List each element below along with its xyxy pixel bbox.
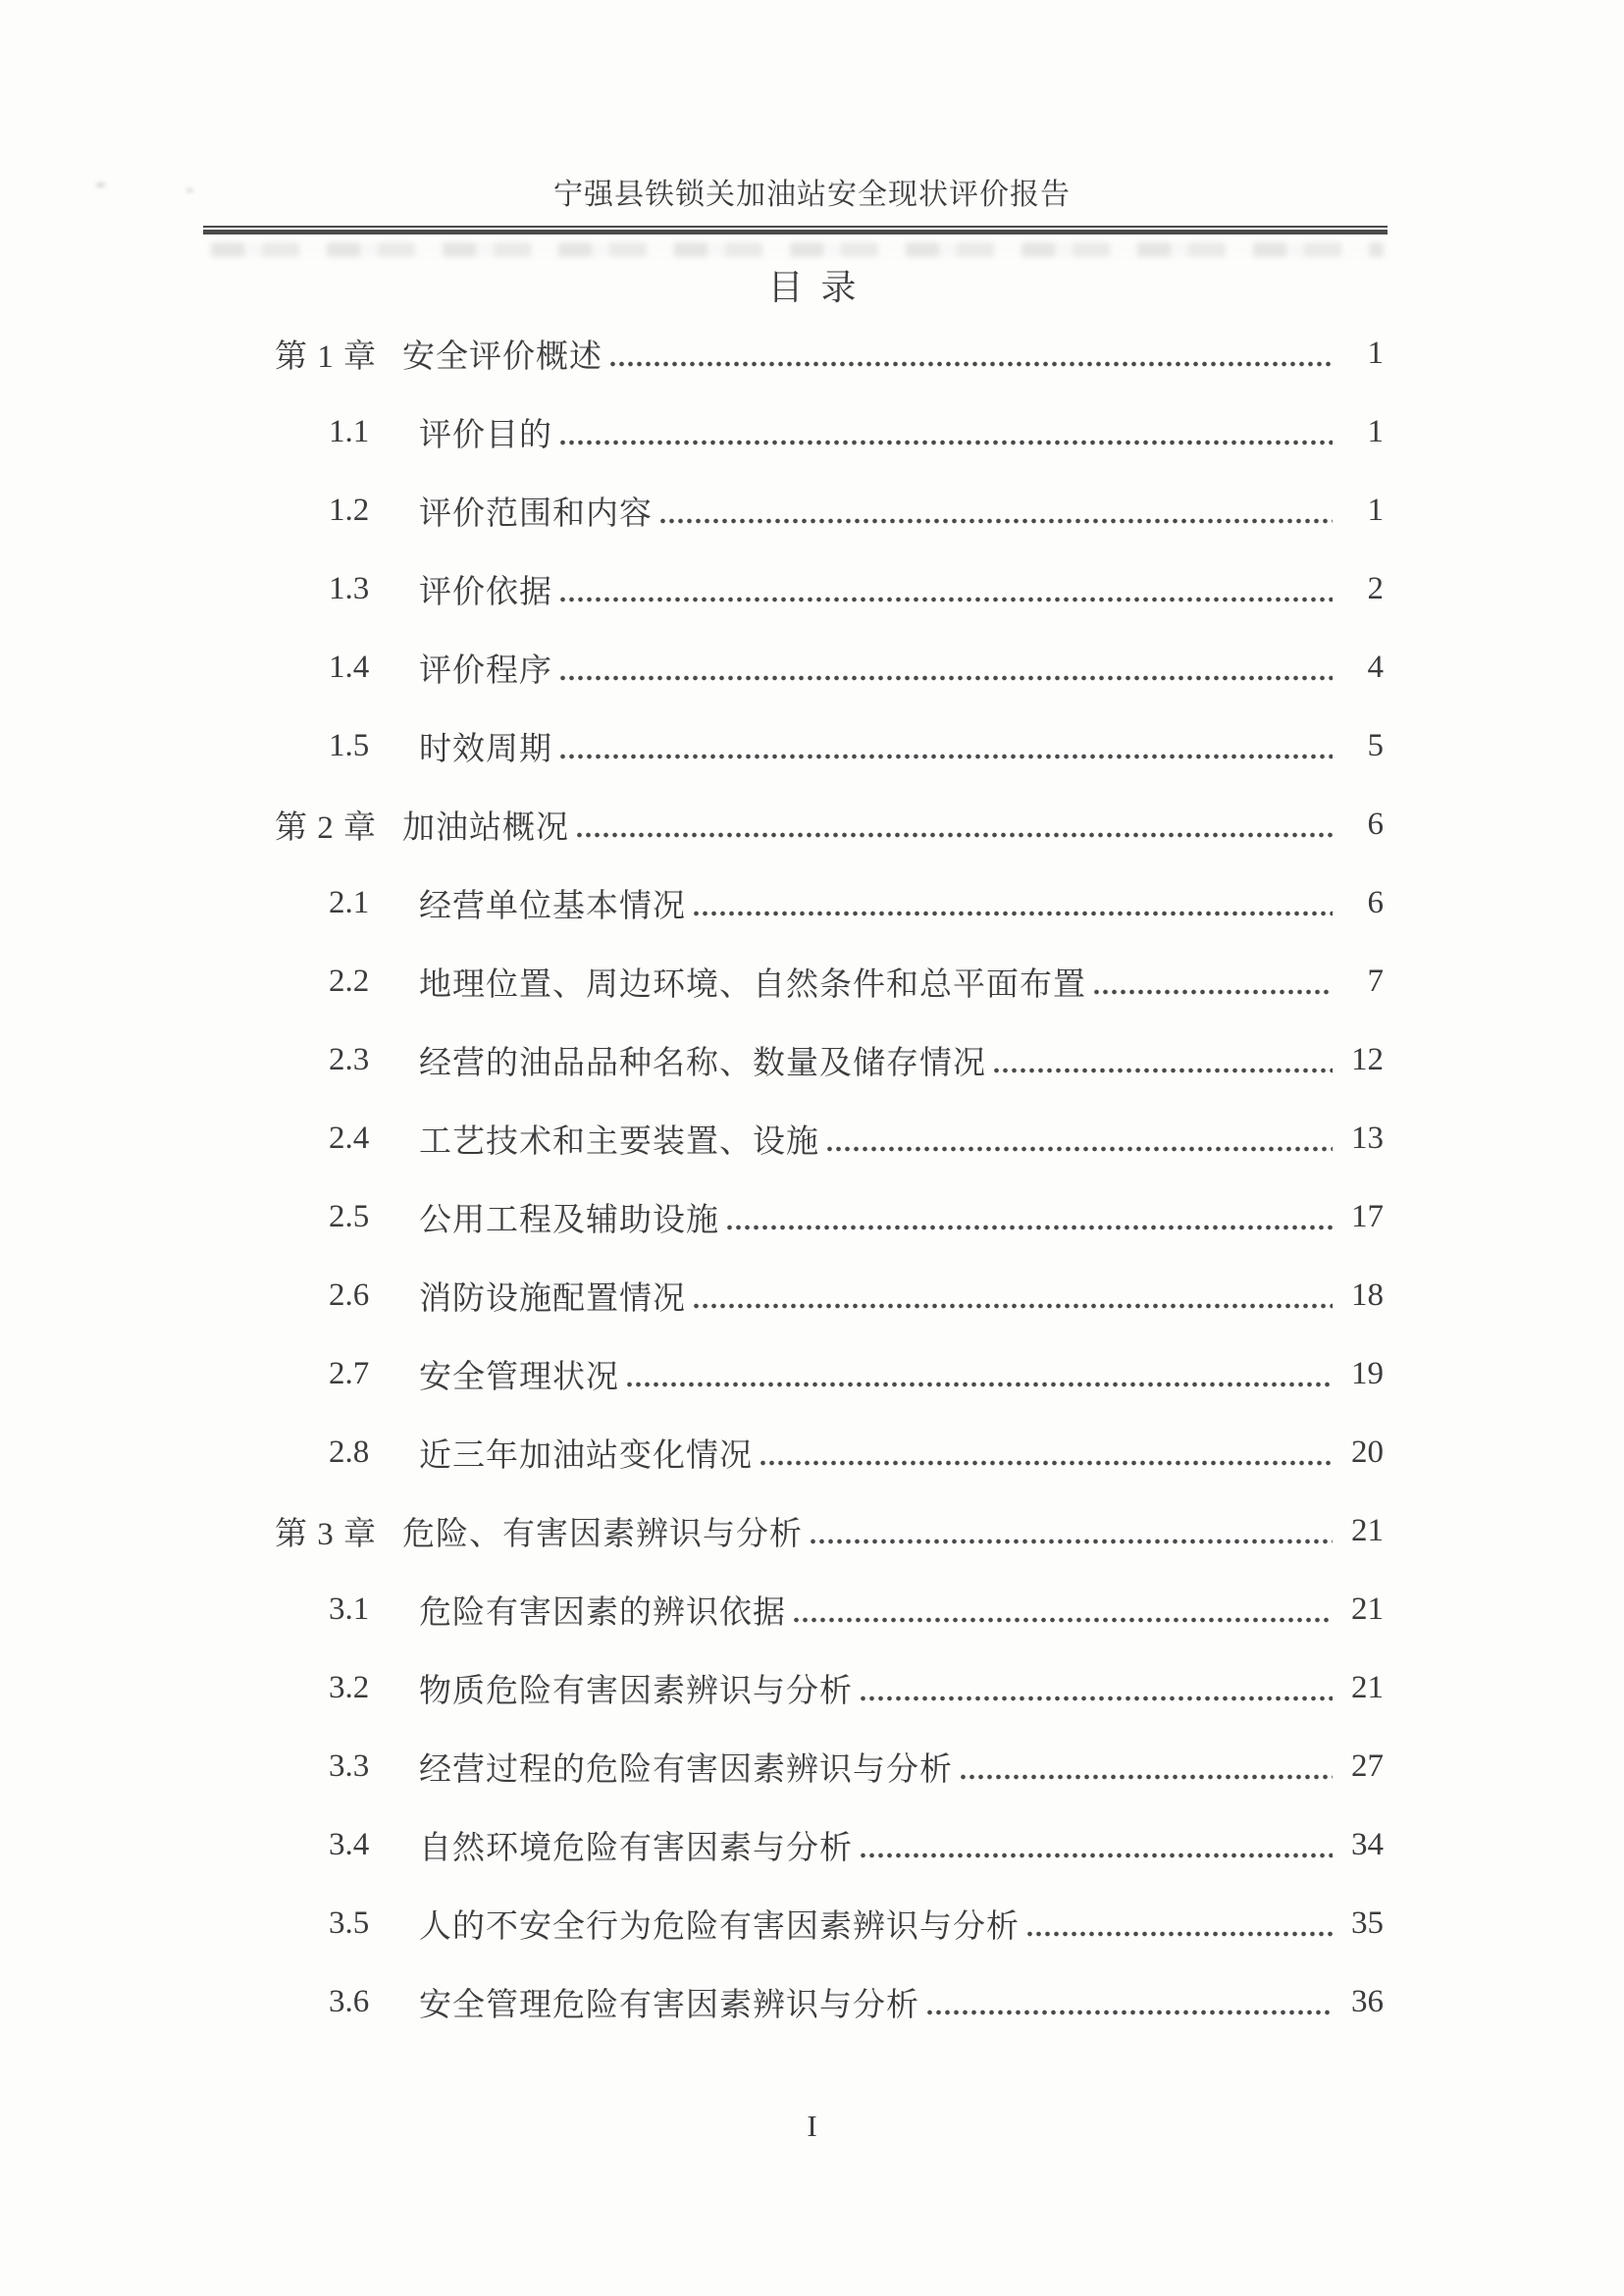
toc-entry-title: 时效周期 <box>419 731 552 767</box>
toc-entry-page: 5 <box>1367 727 1384 763</box>
toc-entry-title: 安全评价概述 <box>402 339 602 375</box>
toc-entry-page: 6 <box>1367 884 1384 920</box>
toc-entry-number: 第 1 章 <box>275 339 377 375</box>
toc-entry <box>275 1177 1384 1256</box>
toc-entry-page: 7 <box>1367 963 1384 999</box>
toc-entry-page: 20 <box>1351 1434 1384 1470</box>
toc-leader-dots <box>1092 989 1333 995</box>
toc-leader-dots <box>809 1539 1333 1544</box>
toc-entry <box>275 1884 1384 1962</box>
toc-entry <box>275 549 1384 628</box>
toc-leader-dots <box>658 518 1333 524</box>
toc-leader-dots <box>992 1068 1333 1073</box>
toc-entry-page: 1 <box>1367 413 1384 449</box>
toc-leader-dots <box>558 440 1333 445</box>
toc-entry <box>275 1570 1384 1648</box>
toc-entry-title: 人的不安全行为危险有害因素辨识与分析 <box>419 1908 1020 1945</box>
toc-leader-dots <box>558 754 1333 759</box>
toc-leader-dots <box>825 1146 1333 1152</box>
toc-entry-number: 1.4 <box>329 649 370 685</box>
toc-entry-number: 2.1 <box>329 884 370 920</box>
toc-entry <box>275 392 1384 471</box>
toc-list <box>275 314 1384 2041</box>
scan-speck <box>186 188 193 192</box>
toc-leader-dots <box>575 832 1333 838</box>
toc-entry <box>275 1962 1384 2041</box>
report-title: 宁强县铁锁关加油站安全现状评价报告 <box>553 179 1071 211</box>
toc-entry-title: 评价程序 <box>419 652 552 689</box>
toc-entry-page: 34 <box>1351 1826 1384 1862</box>
toc-entry-title: 自然环境危险有害因素与分析 <box>419 1830 853 1866</box>
toc-entry <box>275 1334 1384 1413</box>
toc-entry-number: 1.1 <box>329 413 370 449</box>
toc-entry-number: 2.2 <box>329 963 370 999</box>
toc-entry-page: 19 <box>1351 1355 1384 1391</box>
toc-entry-title: 危险有害因素的辨识依据 <box>419 1594 786 1631</box>
toc-entry-title: 危险、有害因素辨识与分析 <box>402 1516 803 1552</box>
toc-title: 目 录 <box>767 268 857 307</box>
toc-entry <box>275 785 1384 863</box>
toc-entry-page: 6 <box>1367 806 1384 842</box>
toc-entry-page: 36 <box>1351 1983 1384 2019</box>
toc-entry <box>275 314 1384 392</box>
toc-entry-title: 经营的油品品种名称、数量及储存情况 <box>419 1045 986 1081</box>
toc-entry-title: 地理位置、周边环境、自然条件和总平面布置 <box>419 966 1086 1003</box>
toc-entry <box>275 863 1384 942</box>
header-double-rule <box>203 226 1388 235</box>
toc-entry-number: 3.3 <box>329 1748 370 1784</box>
toc-entry-page: 18 <box>1351 1277 1384 1313</box>
toc-leader-dots <box>759 1460 1333 1466</box>
toc-leader-dots <box>925 2009 1333 2015</box>
toc-entry-title: 经营单位基本情况 <box>419 888 686 924</box>
toc-entry <box>275 1805 1384 1884</box>
toc-entry-page: 4 <box>1367 649 1384 685</box>
toc-entry <box>275 471 1384 549</box>
toc-leader-dots <box>692 911 1333 916</box>
toc-entry-page: 2 <box>1367 570 1384 606</box>
toc-entry-number: 3.2 <box>329 1669 370 1705</box>
toc-entry-number: 2.5 <box>329 1198 370 1234</box>
toc-leader-dots <box>558 675 1333 681</box>
toc-entry-number: 1.3 <box>329 570 370 606</box>
toc-leader-dots <box>959 1774 1333 1780</box>
toc-leader-dots <box>859 1696 1333 1701</box>
toc-entry-page: 21 <box>1351 1512 1384 1548</box>
toc-entry <box>275 1648 1384 1727</box>
toc-entry-title: 物质危险有害因素辨识与分析 <box>419 1673 853 1709</box>
toc-entry-title: 近三年加油站变化情况 <box>419 1437 753 1474</box>
toc-entry-title: 公用工程及辅助设施 <box>419 1202 719 1238</box>
toc-entry-title: 消防设施配置情况 <box>419 1280 686 1317</box>
toc-entry-number: 1.5 <box>329 727 370 763</box>
toc-entry-number: 2.7 <box>329 1355 370 1391</box>
toc-entry-number: 第 3 章 <box>275 1516 377 1552</box>
toc-entry-page: 35 <box>1351 1905 1384 1941</box>
toc-entry-number: 2.6 <box>329 1277 370 1313</box>
toc-entry-number: 3.6 <box>329 1983 370 2019</box>
toc-entry-page: 17 <box>1351 1198 1384 1234</box>
toc-entry-number: 3.4 <box>329 1826 370 1862</box>
toc-entry <box>275 628 1384 706</box>
toc-entry-title: 加油站概况 <box>402 809 569 846</box>
scan-speck <box>96 183 105 187</box>
toc-entry-title: 评价目的 <box>419 417 552 453</box>
toc-entry-number: 2.4 <box>329 1120 370 1156</box>
toc-entry-title: 评价范围和内容 <box>419 496 653 532</box>
toc-entry-title: 评价依据 <box>419 574 552 610</box>
toc-entry <box>275 1491 1384 1570</box>
scan-bleedthrough-smudge <box>211 242 1384 257</box>
toc-entry-page: 21 <box>1351 1669 1384 1705</box>
toc-leader-dots <box>792 1617 1333 1623</box>
toc-entry <box>275 1099 1384 1177</box>
toc-entry-title: 经营过程的危险有害因素辨识与分析 <box>419 1751 953 1788</box>
toc-leader-dots <box>625 1382 1333 1387</box>
toc-entry-page: 12 <box>1351 1041 1384 1077</box>
toc-entry-number: 2.8 <box>329 1434 370 1470</box>
toc-leader-dots <box>725 1225 1333 1230</box>
toc-entry <box>275 1413 1384 1491</box>
toc-entry-number: 1.2 <box>329 492 370 528</box>
toc-entry-title: 工艺技术和主要装置、设施 <box>419 1123 819 1160</box>
toc-entry-page: 1 <box>1367 492 1384 528</box>
toc-entry-number: 3.5 <box>329 1905 370 1941</box>
toc-entry-page: 21 <box>1351 1591 1384 1627</box>
toc-entry <box>275 706 1384 785</box>
toc-entry-title: 安全管理状况 <box>419 1359 619 1395</box>
footer-page-number: I <box>807 2109 817 2143</box>
toc-leader-dots <box>859 1852 1333 1858</box>
toc-entry <box>275 1256 1384 1334</box>
toc-entry <box>275 1727 1384 1805</box>
toc-entry-number: 第 2 章 <box>275 809 377 846</box>
toc-entry-number: 3.1 <box>329 1591 370 1627</box>
toc-entry-page: 13 <box>1351 1120 1384 1156</box>
toc-leader-dots <box>608 361 1333 367</box>
toc-entry-number: 2.3 <box>329 1041 370 1077</box>
toc-entry <box>275 942 1384 1020</box>
toc-entry-title: 安全管理危险有害因素辨识与分析 <box>419 1987 919 2023</box>
toc-leader-dots <box>558 597 1333 602</box>
toc-entry <box>275 1020 1384 1099</box>
toc-leader-dots <box>692 1303 1333 1309</box>
toc-entry-page: 1 <box>1367 335 1384 371</box>
toc-entry-page: 27 <box>1351 1748 1384 1784</box>
toc-leader-dots <box>1025 1931 1333 1937</box>
